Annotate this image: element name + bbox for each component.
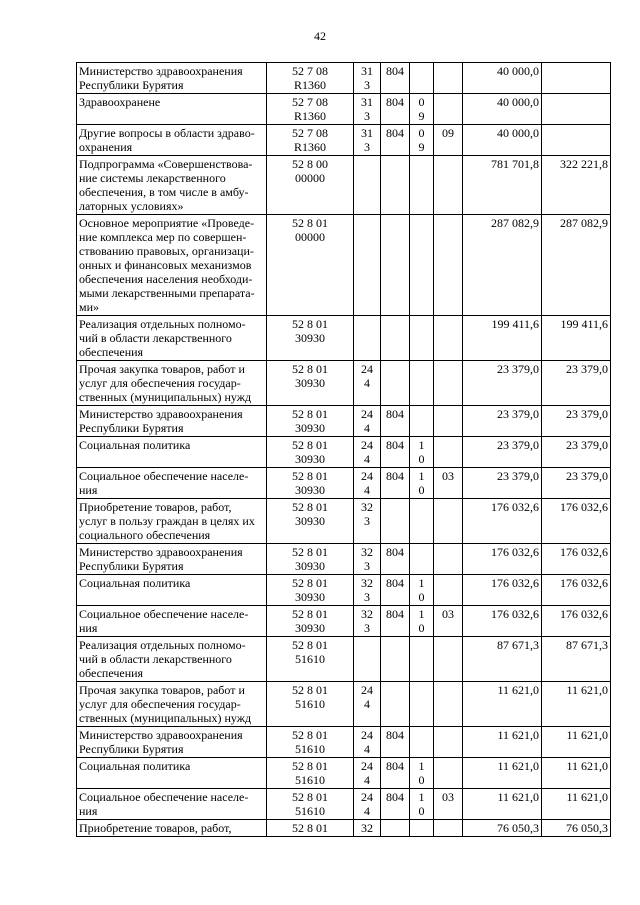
- section-cell: [410, 63, 434, 94]
- federal-amount-cell: 322 221,8: [542, 156, 611, 215]
- expense-type-cell: 24 4: [354, 437, 381, 468]
- expense-type-cell: [354, 215, 381, 316]
- row-name-cell: Основное мероприятие «Проведе- ние комплекса мер по совершен- ствованию правовых, организаци- онных и финансовых механизмов обеспечения населения необходи- мыми лекарственными препарата- ми»: [77, 215, 267, 316]
- federal-amount-cell: 11 621,0: [542, 789, 611, 820]
- subsection-cell: [434, 437, 463, 468]
- section-cell: [410, 316, 434, 361]
- federal-amount-cell: 199 411,6: [542, 316, 611, 361]
- amount-cell: 781 701,8: [463, 156, 542, 215]
- department-cell: [381, 215, 410, 316]
- expense-type-cell: [354, 156, 381, 215]
- section-cell: [410, 820, 434, 837]
- amount-cell: 11 621,0: [463, 682, 542, 727]
- department-cell: [381, 637, 410, 682]
- amount-cell: 40 000,0: [463, 63, 542, 94]
- amount-cell: 23 379,0: [463, 361, 542, 406]
- table-row: [77, 215, 611, 316]
- table-row: [77, 727, 611, 758]
- section-cell: [410, 682, 434, 727]
- row-name-cell: Здравоохранене: [77, 94, 267, 125]
- amount-cell: 87 671,3: [463, 637, 542, 682]
- department-cell: 804: [381, 125, 410, 156]
- target-article-cell: 52 8 01 30930: [267, 468, 354, 499]
- row-name-cell: Социальное обеспечение населе- ния: [77, 468, 267, 499]
- section-cell: 1 0: [410, 468, 434, 499]
- row-name-cell: Приобретение товаров, работ, услуг в пользу граждан в целях их социального обеспечения: [77, 499, 267, 544]
- department-cell: 804: [381, 758, 410, 789]
- subsection-cell: [434, 316, 463, 361]
- table-row: [77, 575, 611, 606]
- federal-amount-cell: 23 379,0: [542, 468, 611, 499]
- department-cell: 804: [381, 468, 410, 499]
- expense-type-cell: 24 4: [354, 361, 381, 406]
- amount-cell: 176 032,6: [463, 606, 542, 637]
- subsection-cell: [434, 215, 463, 316]
- row-name-cell: Министерство здравоохранения Республики Бурятия: [77, 544, 267, 575]
- target-article-cell: 52 8 01 30930: [267, 316, 354, 361]
- expense-type-cell: 24 4: [354, 406, 381, 437]
- target-article-cell: 52 8 01 30930: [267, 606, 354, 637]
- subsection-cell: 09: [434, 125, 463, 156]
- subsection-cell: 03: [434, 468, 463, 499]
- table-row: [77, 437, 611, 468]
- target-article-cell: 52 8 01 00000: [267, 215, 354, 316]
- section-cell: [410, 637, 434, 682]
- row-name-cell: Реализация отдельных полномо- чий в области лекарственного обеспечения: [77, 637, 267, 682]
- department-cell: 804: [381, 789, 410, 820]
- federal-amount-cell: 11 621,0: [542, 758, 611, 789]
- subsection-cell: [434, 758, 463, 789]
- federal-amount-cell: [542, 63, 611, 94]
- amount-cell: 23 379,0: [463, 437, 542, 468]
- federal-amount-cell: 287 082,9: [542, 215, 611, 316]
- table-row: [77, 468, 611, 499]
- federal-amount-cell: 176 032,6: [542, 575, 611, 606]
- amount-cell: 199 411,6: [463, 316, 542, 361]
- section-cell: 1 0: [410, 437, 434, 468]
- row-name-cell: Социальная политика: [77, 575, 267, 606]
- federal-amount-cell: 23 379,0: [542, 406, 611, 437]
- row-name-cell: Реализация отдельных полномо- чий в области лекарственного обеспечения: [77, 316, 267, 361]
- expense-type-cell: 31 3: [354, 125, 381, 156]
- department-cell: 804: [381, 575, 410, 606]
- table-row: [77, 789, 611, 820]
- row-name-cell: Социальная политика: [77, 758, 267, 789]
- amount-cell: 11 621,0: [463, 758, 542, 789]
- expense-type-cell: [354, 316, 381, 361]
- subsection-cell: [434, 544, 463, 575]
- federal-amount-cell: 76 050,3: [542, 820, 611, 837]
- target-article-cell: 52 7 08 R1360: [267, 94, 354, 125]
- row-name-cell: Прочая закупка товаров, работ и услуг для обеспечения государ- ственных (муниципальных) нужд: [77, 682, 267, 727]
- expense-type-cell: 24 4: [354, 682, 381, 727]
- row-name-cell: Социальное обеспечение населе- ния: [77, 606, 267, 637]
- department-cell: 804: [381, 727, 410, 758]
- section-cell: [410, 215, 434, 316]
- amount-cell: 176 032,6: [463, 544, 542, 575]
- section-cell: [410, 361, 434, 406]
- amount-cell: 23 379,0: [463, 406, 542, 437]
- section-cell: [410, 727, 434, 758]
- subsection-cell: [434, 727, 463, 758]
- table-row: [77, 682, 611, 727]
- federal-amount-cell: 176 032,6: [542, 606, 611, 637]
- table-row: [77, 606, 611, 637]
- amount-cell: 23 379,0: [463, 468, 542, 499]
- page-number: 42: [314, 29, 326, 43]
- row-name-cell: Министерство здравоохранения Республики Бурятия: [77, 63, 267, 94]
- expense-type-cell: 32: [354, 820, 381, 837]
- target-article-cell: 52 8 01 30930: [267, 361, 354, 406]
- department-cell: 804: [381, 63, 410, 94]
- federal-amount-cell: 87 671,3: [542, 637, 611, 682]
- target-article-cell: 52 8 01 51610: [267, 682, 354, 727]
- federal-amount-cell: [542, 125, 611, 156]
- budget-table: [76, 62, 611, 837]
- table-row: [77, 499, 611, 544]
- amount-cell: 40 000,0: [463, 125, 542, 156]
- target-article-cell: 52 8 01 51610: [267, 789, 354, 820]
- expense-type-cell: 32 3: [354, 499, 381, 544]
- target-article-cell: 52 8 01 51610: [267, 758, 354, 789]
- amount-cell: 176 032,6: [463, 499, 542, 544]
- amount-cell: 11 621,0: [463, 789, 542, 820]
- row-name-cell: Приобретение товаров, работ,: [77, 820, 267, 837]
- expense-type-cell: 24 4: [354, 727, 381, 758]
- section-cell: [410, 406, 434, 437]
- row-name-cell: Министерство здравоохранения Республики Бурятия: [77, 406, 267, 437]
- section-cell: [410, 544, 434, 575]
- subsection-cell: 03: [434, 789, 463, 820]
- expense-type-cell: 24 4: [354, 758, 381, 789]
- subsection-cell: [434, 575, 463, 606]
- target-article-cell: 52 8 01: [267, 820, 354, 837]
- section-cell: 1 0: [410, 575, 434, 606]
- target-article-cell: 52 8 01 30930: [267, 575, 354, 606]
- target-article-cell: 52 7 08 R1360: [267, 63, 354, 94]
- subsection-cell: [434, 637, 463, 682]
- department-cell: 804: [381, 406, 410, 437]
- target-article-cell: 52 8 01 30930: [267, 406, 354, 437]
- target-article-cell: 52 8 01 51610: [267, 637, 354, 682]
- subsection-cell: [434, 94, 463, 125]
- expense-type-cell: 31 3: [354, 63, 381, 94]
- section-cell: [410, 156, 434, 215]
- row-name-cell: Социальное обеспечение населе- ния: [77, 789, 267, 820]
- target-article-cell: 52 7 08 R1360: [267, 125, 354, 156]
- federal-amount-cell: 23 379,0: [542, 437, 611, 468]
- amount-cell: 76 050,3: [463, 820, 542, 837]
- subsection-cell: [434, 361, 463, 406]
- table-row: [77, 544, 611, 575]
- row-name-cell: Министерство здравоохранения Республики Бурятия: [77, 727, 267, 758]
- table-row: [77, 406, 611, 437]
- target-article-cell: 52 8 00 00000: [267, 156, 354, 215]
- table-row: [77, 820, 611, 837]
- expense-type-cell: 31 3: [354, 94, 381, 125]
- subsection-cell: [434, 682, 463, 727]
- section-cell: 0 9: [410, 125, 434, 156]
- row-name-cell: Подпрограмма «Совершенствова- ние системы лекарственного обеспечения, в том числе в амбу- латорных условиях»: [77, 156, 267, 215]
- subsection-cell: [434, 63, 463, 94]
- target-article-cell: 52 8 01 30930: [267, 437, 354, 468]
- section-cell: 0 9: [410, 94, 434, 125]
- federal-amount-cell: 23 379,0: [542, 361, 611, 406]
- target-article-cell: 52 8 01 30930: [267, 544, 354, 575]
- target-article-cell: 52 8 01 30930: [267, 499, 354, 544]
- subsection-cell: [434, 406, 463, 437]
- amount-cell: 287 082,9: [463, 215, 542, 316]
- department-cell: 804: [381, 94, 410, 125]
- table-row: [77, 125, 611, 156]
- expense-type-cell: 32 3: [354, 544, 381, 575]
- federal-amount-cell: [542, 94, 611, 125]
- subsection-cell: [434, 156, 463, 215]
- row-name-cell: Социальная политика: [77, 437, 267, 468]
- target-article-cell: 52 8 01 51610: [267, 727, 354, 758]
- row-name-cell: Прочая закупка товаров, работ и услуг для обеспечения государ- ственных (муниципальных) нужд: [77, 361, 267, 406]
- expense-type-cell: 32 3: [354, 575, 381, 606]
- expense-type-cell: 24 4: [354, 468, 381, 499]
- section-cell: [410, 499, 434, 544]
- department-cell: [381, 361, 410, 406]
- amount-cell: 11 621,0: [463, 727, 542, 758]
- department-cell: [381, 156, 410, 215]
- subsection-cell: [434, 499, 463, 544]
- expense-type-cell: 32 3: [354, 606, 381, 637]
- section-cell: 1 0: [410, 758, 434, 789]
- table-row: [77, 316, 611, 361]
- expense-type-cell: [354, 637, 381, 682]
- table-row: [77, 637, 611, 682]
- amount-cell: 40 000,0: [463, 94, 542, 125]
- row-name-cell: Другие вопросы в области здраво- охранения: [77, 125, 267, 156]
- table-row: [77, 361, 611, 406]
- expense-type-cell: 24 4: [354, 789, 381, 820]
- department-cell: 804: [381, 606, 410, 637]
- section-cell: 1 0: [410, 606, 434, 637]
- section-cell: 1 0: [410, 789, 434, 820]
- department-cell: 804: [381, 544, 410, 575]
- department-cell: [381, 820, 410, 837]
- subsection-cell: [434, 820, 463, 837]
- department-cell: 804: [381, 437, 410, 468]
- federal-amount-cell: 11 621,0: [542, 727, 611, 758]
- federal-amount-cell: 176 032,6: [542, 544, 611, 575]
- table-row: [77, 758, 611, 789]
- federal-amount-cell: 176 032,6: [542, 499, 611, 544]
- table-row: [77, 63, 611, 94]
- federal-amount-cell: 11 621,0: [542, 682, 611, 727]
- subsection-cell: 03: [434, 606, 463, 637]
- department-cell: [381, 499, 410, 544]
- department-cell: [381, 316, 410, 361]
- amount-cell: 176 032,6: [463, 575, 542, 606]
- table-row: [77, 156, 611, 215]
- table-row: [77, 94, 611, 125]
- department-cell: [381, 682, 410, 727]
